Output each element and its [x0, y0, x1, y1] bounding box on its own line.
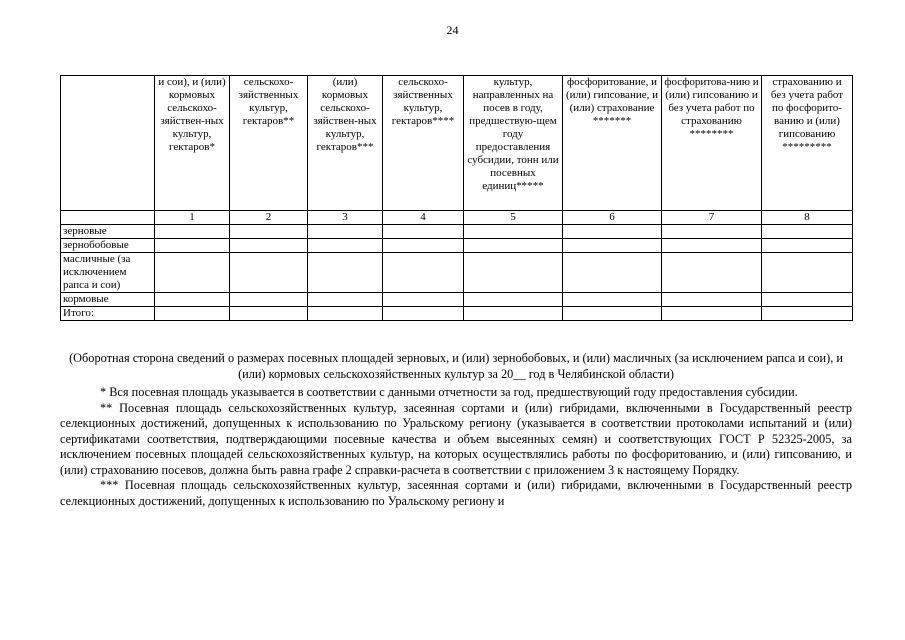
table-cell — [762, 307, 853, 321]
header-cell-8: страхованию и без учета работ по фосфорито-ванию и (или) гипсованию ********* — [762, 76, 853, 211]
table-cell — [230, 293, 308, 307]
table-cell — [308, 253, 383, 293]
table-cell — [563, 253, 662, 293]
table-cell — [464, 293, 563, 307]
row-label: кормовые — [61, 293, 155, 307]
column-number: 3 — [308, 211, 383, 225]
table-cell — [662, 307, 762, 321]
table-cell — [762, 293, 853, 307]
table-cell — [464, 253, 563, 293]
table-row — [61, 225, 853, 239]
table-cell — [563, 293, 662, 307]
table-cell — [662, 253, 762, 293]
table-row — [61, 307, 853, 321]
column-number: 6 — [563, 211, 662, 225]
header-cell-1: и сои), и (или) кормовых сельскохо-зяйствен-ных культур, гектаров* — [155, 76, 230, 211]
page-number: 24 — [446, 23, 459, 37]
header-cell-7: фосфоритова-нию и (или) гипсованию и без учета работ по страхованию ******** — [662, 76, 762, 211]
table-cell — [662, 225, 762, 239]
table-cell — [308, 293, 383, 307]
footnote: * Вся посевная площадь указывается в соответствии с данными отчетности за год, предшествующий году предоставления субсидии. — [100, 385, 798, 399]
footnote: *** Посевная площадь сельскохозяйственных культур, засеянная сортами и (или) гибридами, включенными в Государственный реестр селекционных достижений, допущенных к использованию по Уральскому региону и — [60, 478, 852, 508]
table-row — [61, 239, 853, 253]
table-caption: (Оборотная сторона сведений о размерах посевных площадей зерновых, и (или) зернобобовых, и (или) масличных (за исключением рапса и сои), и (или) кормовых сельскохозяйственных культур за 20__ год в Челябинской области) — [69, 351, 843, 381]
header-cell-4: сельскохо-зяйственных культур, гектаров**** — [383, 76, 464, 211]
table-cell — [230, 253, 308, 293]
table-cell — [155, 293, 230, 307]
row-label: Итого: — [61, 307, 155, 321]
table-cell — [662, 293, 762, 307]
column-number: 7 — [662, 211, 762, 225]
table-cell — [464, 239, 563, 253]
table-row — [61, 253, 853, 293]
footnotes — [60, 385, 852, 509]
table-cell — [308, 225, 383, 239]
table-cell — [383, 293, 464, 307]
header-cell-6: фосфоритование, и (или) гипсование, и (или) страхование ******* — [563, 76, 662, 211]
table-cell — [563, 225, 662, 239]
table-row — [61, 293, 853, 307]
table-cell — [155, 225, 230, 239]
footnote: ** Посевная площадь сельскохозяйственных культур, засеянная сортами и (или) гибридами, включенными в Государственный реестр селекционных достижений, допущенных к использованию по Уральскому региону (указывается в соответствии протоколами испытаний и (или) сертификатами соответствия, подтверждающими посевные качества и объем высеянных семян) и соответствующих ГОСТ Р 52325-2005, за исключением посевных площадей сельскохозяйственных культур, на которых осуществлялись работы по фосфоритованию, и (или) гипсованию, и (или) страхованию посевов, должна быть равна графе 2 справки-расчета в соответствии с приложением 3 к настоящему Порядку. — [60, 400, 852, 477]
column-number: 2 — [230, 211, 308, 225]
table-header-row — [61, 76, 853, 211]
header-cell-label — [61, 76, 155, 211]
header-cell-3: (или) кормовых сельскохо-зяйствен-ных культур, гектаров*** — [308, 76, 383, 211]
crop-area-table — [60, 75, 853, 321]
row-label: масличные (за исключением рапса и сои) — [61, 253, 155, 293]
table-cell — [563, 307, 662, 321]
header-cell-5: культур, направленных на посев в году, предшествую-щем году предоставления субсидии, тонн или посевных единиц***** — [464, 76, 563, 211]
column-number-row — [61, 211, 853, 225]
column-number: 5 — [464, 211, 563, 225]
table-cell — [464, 307, 563, 321]
table-cell — [230, 239, 308, 253]
column-number — [61, 211, 155, 225]
table-cell — [464, 225, 563, 239]
row-label: зернобобовые — [61, 239, 155, 253]
table-cell — [230, 225, 308, 239]
table-cell — [383, 239, 464, 253]
table-cell — [155, 307, 230, 321]
column-number: 8 — [762, 211, 853, 225]
table-cell — [762, 225, 853, 239]
table-cell — [383, 253, 464, 293]
table-cell — [383, 225, 464, 239]
table-cell — [308, 239, 383, 253]
table-cell — [308, 307, 383, 321]
table-cell — [383, 307, 464, 321]
table-cell — [762, 239, 853, 253]
table-cell — [563, 239, 662, 253]
header-cell-2: сельскохо-зяйственных культур, гектаров** — [230, 76, 308, 211]
column-number: 4 — [383, 211, 464, 225]
row-label: зерновые — [61, 225, 155, 239]
table-cell — [762, 253, 853, 293]
table-cell — [155, 253, 230, 293]
table-cell — [155, 239, 230, 253]
column-number: 1 — [155, 211, 230, 225]
table-cell — [662, 239, 762, 253]
table-cell — [230, 307, 308, 321]
